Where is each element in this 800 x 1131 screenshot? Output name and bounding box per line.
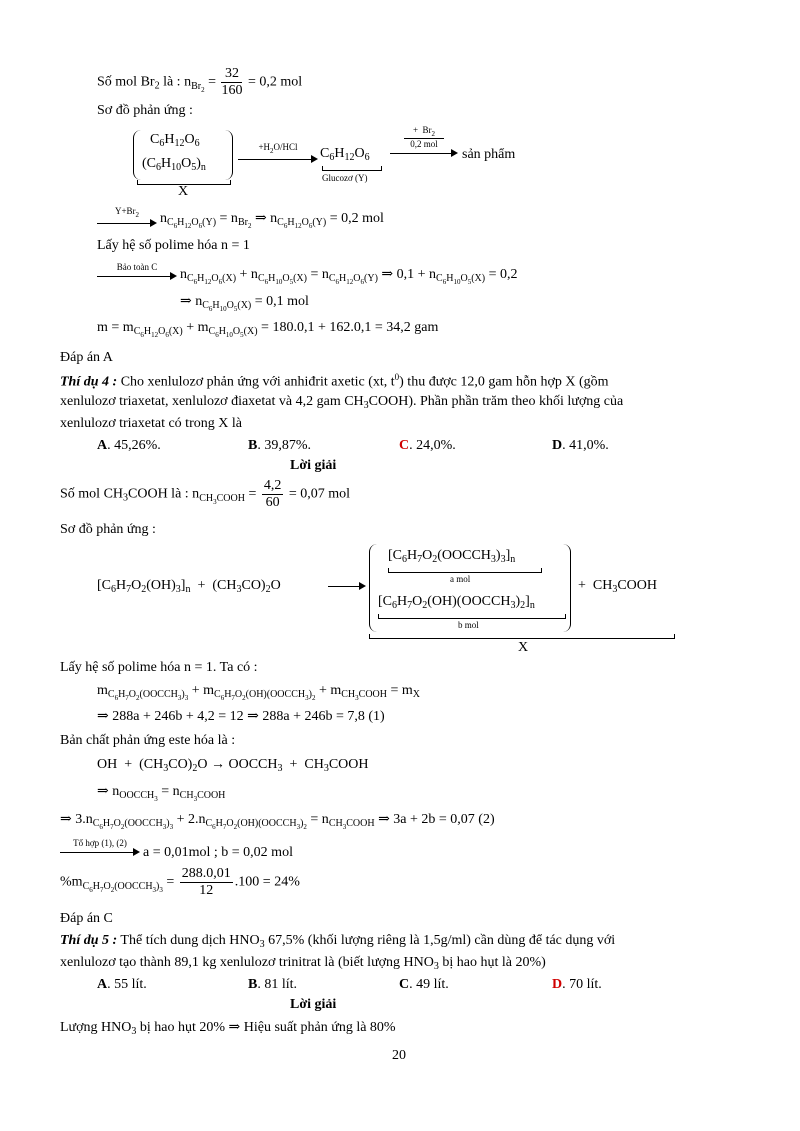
x2-underbrace <box>369 634 675 639</box>
eq2-text: $n_{C_6H_{12}O_6(X)} + n_{C_6H_{10}O_5(X)} = n_{C_6H_{12}O_6(Y)}$ ⇒ $0,1 + n_{C_6H_{10}O_5(X)} = 0,2$ <box>180 267 518 286</box>
br2-mol-line: Số mol $Br_2$ là : $n_{Br_2}$ = $\frac{32}{160}$ = 0,2 mol <box>97 66 303 98</box>
vd4-line1: Thí dụ 4 : Cho xenlulozơ phản ứng với anhiđrit axetic (xt, $t^0$) thu được 12,0 gam hỗn hợp X (gồm <box>60 372 609 390</box>
dapan1: Đáp án A <box>60 350 113 365</box>
x2-label: X <box>518 640 529 655</box>
vd4-option-d[interactable]: D. 41,0%. <box>552 438 609 453</box>
glucose-y: $C_6H_{12}O_6$ <box>320 146 370 163</box>
glucose-underbrace <box>322 166 382 171</box>
loigiai-2: Lời giải <box>290 997 337 1012</box>
eq1-text: $n_{C_6H_{12}O_6(Y)} = n_{Br_2}$ ⇒ $n_{C_6H_{12}O_6(Y)} = 0,2$ mol <box>160 211 384 230</box>
product-triacetate: $[C_6H_7O_2(OOCCH_3)_3]_n$ <box>388 548 516 565</box>
sodo1-title: Sơ đồ phản ứng : <box>97 103 193 118</box>
vd5-option-d[interactable]: D. 70 lít. <box>552 977 602 992</box>
eq2-arrow: Bảo toàn C <box>97 262 177 280</box>
vd5-option-b[interactable]: B. 81 lít. <box>248 977 298 992</box>
eq7-text: OH + $(CH_3CO)_2O$ → $OOCCH_3$ + $CH_3COOH$ <box>97 757 369 774</box>
banchat: Bản chất phản ứng este hóa là : <box>60 733 236 748</box>
eq10-arrow: Tổ hợp (1), (2) <box>60 838 140 856</box>
eq11-text: $\%m_{C_6H_7O_2(OOCCH_3)_3}$ = $\frac{288.0,01}{12}$ .100 = 24% <box>60 866 300 898</box>
vd4-option-a[interactable]: A. 45,26%. <box>97 438 161 453</box>
eq5-text: $m_{C_6H_7O_2(OOCCH_3)_3} + m_{C_6H_7O_2(OH)(OOCCH_3)_2} + m_{CH_3COOH} = m_X$ <box>97 683 421 702</box>
eq6-text: ⇒ 288a + 246b + 4,2 = 12 ⇒ 288a + 246b = 7,8 (1) <box>97 709 385 724</box>
eq9-text: ⇒ $3.n_{C_6H_7O_2(OOCCH_3)_3} + 2.n_{C_6H_7O_2(OH)(OOCCH_3)_2} = n_{CH_3COOH}$ ⇒ 3a + 2b = 0,07 (2) <box>60 812 495 831</box>
loigiai-1: Lời giải <box>290 458 337 473</box>
hydrolysis-arrow: $+H_2O$/HCl <box>238 142 318 163</box>
sodo2-arrow <box>328 582 366 590</box>
eq4-text: $m = m_{C_6H_{12}O_6(X)} + m_{C_6H_{10}O_5(X)} = 180.0,1 + 162.0,1 = 34,2$ gam <box>97 320 439 339</box>
product-label: sản phẩm <box>462 147 516 162</box>
eq1-arrow: $Y+Br_2$ <box>97 206 157 227</box>
vd4-line3: xenlulozơ triaxetat có trong X là <box>60 416 242 431</box>
b-mol-label: b mol <box>458 620 479 630</box>
glucose-formula: $C_6H_{12}O_6$ <box>150 132 200 149</box>
sodo2-acetic-acid: + $CH_3COOH$ <box>578 578 658 595</box>
sodo2-title: Sơ đồ phản ứng : <box>60 522 156 537</box>
product-diacetate: $[C_6H_7O_2(OH)(OOCCH_3)_2]_n$ <box>378 594 535 611</box>
triacetate-underbrace <box>388 568 542 573</box>
last-line: Lượng $HNO_3$ bị hao hụt 20% ⇒ Hiệu suất phản ứng là 80% <box>60 1020 396 1037</box>
bromination-arrow: + $Br_2$ 0,2 mol <box>390 125 458 157</box>
diacetate-underbrace <box>378 614 566 619</box>
dapan2: Đáp án C <box>60 911 113 926</box>
vd4-line2: xenlulozơ triaxetat, xenlulozơ điaxetat và 4,2 gam $CH_3COOH$). Phần phần trăm theo khối lượng của <box>60 394 624 411</box>
eq10-text: a = 0,01mol ; b = 0,02 mol <box>143 845 293 860</box>
vd4-option-c[interactable]: C. 24,0%. <box>399 438 456 453</box>
sodo2-reactants: $[C_6H_7O_2(OH)_3]_n + (CH_3CO)_2O$ <box>97 578 281 595</box>
vd5-line1: Thí dụ 5 : Thể tích dung dịch $HNO_3$ 67,5% (khối lượng riêng là 1,5g/ml) cần dùng để tác dụng với <box>60 933 616 950</box>
polime1: Lấy hệ số polime hóa n = 1 <box>97 238 250 253</box>
cellulose-formula: $(C_6H_{10}O_5)_n$ <box>142 156 206 173</box>
ch3cooh-mol-line: Số mol $CH_3COOH$ là : $n_{CH_3COOH}$ = $\frac{4,2}{60}$ = 0,07 mol <box>60 478 351 510</box>
page-number: 20 <box>392 1048 406 1063</box>
vd4-option-b[interactable]: B. 39,87%. <box>248 438 312 453</box>
x-label: X <box>178 184 189 199</box>
polime2: Lấy hệ số polime hóa n = 1. Ta có : <box>60 660 258 675</box>
vd5-option-a[interactable]: A. 55 lít. <box>97 977 147 992</box>
eq8-text: ⇒ $n_{OOCCH_3} = n_{CH_3COOH}$ <box>97 784 226 803</box>
vd5-option-c[interactable]: C. 49 lít. <box>399 977 449 992</box>
eq3-text: ⇒ $n_{C_6H_{10}O_5(X)} = 0,1$ mol <box>180 294 309 313</box>
a-mol-label: a mol <box>450 574 471 584</box>
glucose-label: Glucozơ (Y) <box>322 173 368 183</box>
vd5-line2: xenlulozơ tạo thành 89,1 kg xenlulozơ trinitrat là (biết lượng $HNO_3$ bị hao hụt là 20%) <box>60 955 546 972</box>
